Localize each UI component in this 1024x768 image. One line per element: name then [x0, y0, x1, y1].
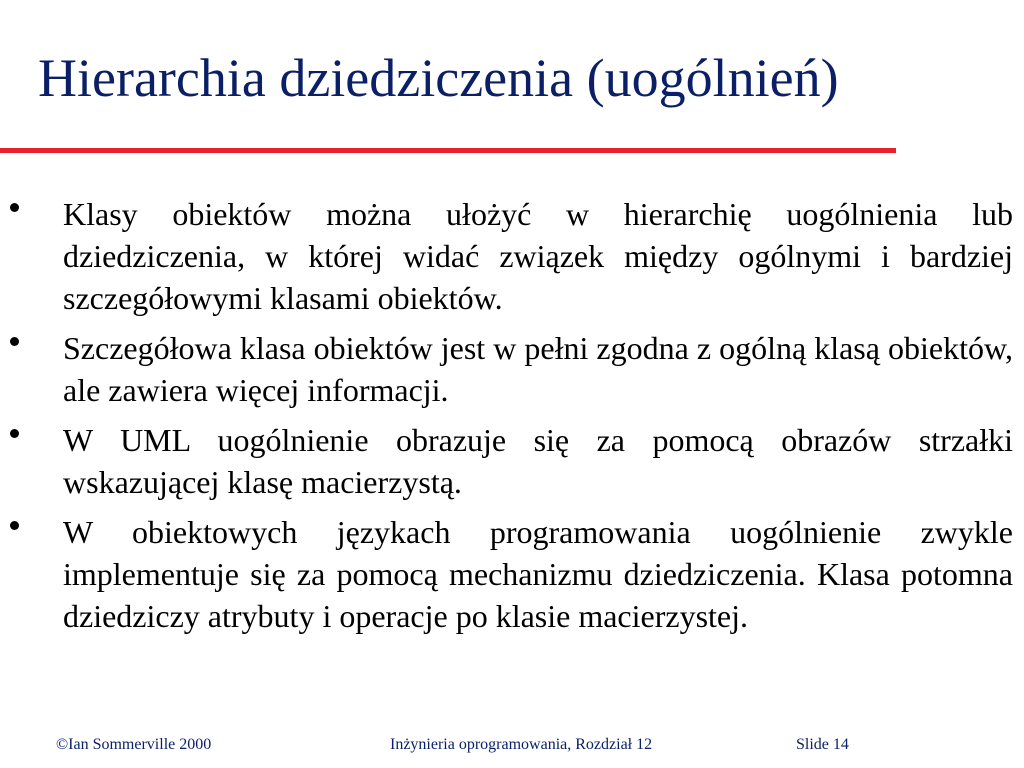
bullet-item — [0, 327, 1024, 411]
bullet-text: W UML uogólnienie obrazuje się za pomocą obrazów strzałki wskazującej klasę macierzystą. — [63, 422, 1013, 500]
bullet-item — [0, 511, 1024, 637]
footer-copyright: ©Ian Sommerville 2000 — [56, 736, 212, 753]
footer-slide-number: Slide 14 — [796, 736, 849, 753]
bullet-item — [0, 193, 1024, 319]
slide-title: Hierarchia dziedziczenia (uogólnień) — [38, 48, 839, 108]
title-underline — [0, 148, 896, 153]
bullet-dot-icon — [10, 203, 19, 212]
bullet-text: Szczegółowa klasa obiektów jest w pełni zgodna z ogólną klasą obiektów, ale zawiera więcej informacji. — [63, 330, 1013, 408]
bullet-dot-icon — [10, 429, 19, 438]
bullet-item — [0, 419, 1024, 503]
footer-course-title: Inżynieria oprogramowania, Rozdział 12 — [390, 736, 653, 753]
bullet-text: W obiektowych językach programowania uogólnienie zwykle implementuje się za pomocą mechanizmu dziedziczenia. Klasa potomna dziedziczy atrybuty i operacje po klasie macierzystej. — [63, 514, 1013, 634]
bullet-list — [0, 193, 1024, 645]
bullet-text: Klasy obiektów można ułożyć w hierarchię uogólnienia lub dziedziczenia, w której widać związek między ogólnymi i bardziej szczegółowymi klasami obiektów. — [63, 196, 1013, 316]
bullet-dot-icon — [10, 521, 19, 530]
bullet-dot-icon — [10, 337, 19, 346]
